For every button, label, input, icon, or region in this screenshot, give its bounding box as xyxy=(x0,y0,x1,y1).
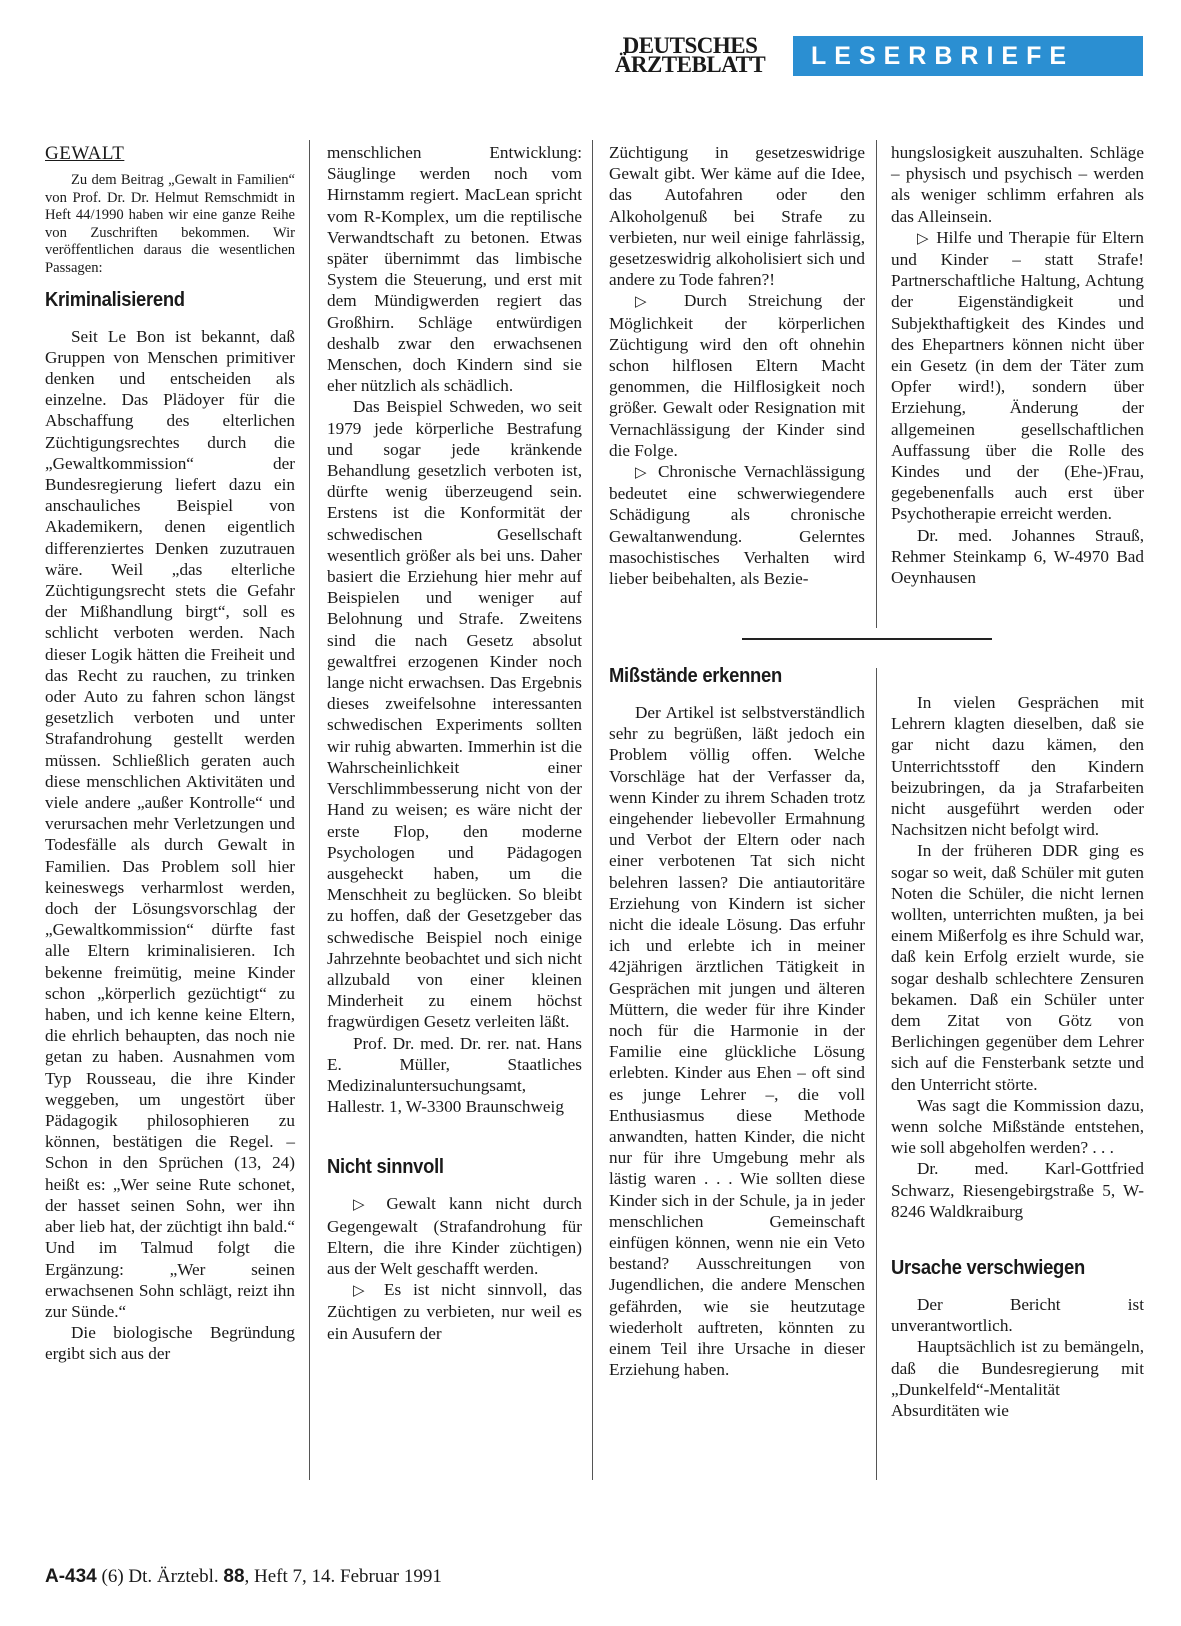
column-divider xyxy=(876,140,877,628)
letter-heading: Mißstände erkennen xyxy=(609,665,782,687)
section-separator xyxy=(742,638,992,640)
paragraph: Chronische Vernachlässigung bedeutet eine schwerwiegendere Schädigung als chronische Gewaltanwendung. Gelerntes masochistisches Verhalten wird lieber beibehalten, als Bezie- xyxy=(609,462,865,589)
section-rubric: LESERBRIEFE xyxy=(793,36,1143,76)
letter-heading: Ursache verschwiegen xyxy=(891,1257,1085,1280)
page-number: A-434 xyxy=(45,1566,97,1587)
triangle-right-icon: ▷ xyxy=(635,292,664,311)
column-3-lower xyxy=(609,665,865,1381)
column-2 xyxy=(327,142,582,1344)
column-divider xyxy=(876,668,877,1480)
column-4 xyxy=(891,142,1144,588)
triangle-right-icon: ▷ xyxy=(635,463,651,482)
footer-citation: (6) Dt. Ärztebl. xyxy=(101,1566,219,1587)
triangle-right-icon: ▷ xyxy=(917,228,931,247)
paragraph: hungslosigkeit auszuhalten. Schläge – physisch und psychisch – werden als weniger schlimm erfahren als das Alleinsein. xyxy=(891,143,1144,226)
volume-number: 88 xyxy=(223,1566,245,1587)
editorial-intro xyxy=(45,172,295,278)
paragraph: menschlichen Entwicklung: Säuglinge werden noch vom Hirnstamm regiert. MacLean spricht vom R-Komplex, um die reptilische Verwandtschaft zu betonen. Etwas später übernimmt das limbische System die Steuerung, und erst mit dem Mündigwerden regiert das Großhirn. Schläge entwürdigen deshalb zwar den erwachsenen Menschen, doch Kindern sind sie eher nützlich als schädlich. xyxy=(327,143,582,396)
paragraph: In der früheren DDR ging es sogar so weit, daß Schüler mit guten Noten die Schüler, die nicht lernen wollten, unterrichten mußten, ja bei einem Mißerfolg es ihre Schuld war, daß kein Erfolg erzielt wurde, sie sogar deshalb schlechtere Zensuren bekamen. Daß ein Schüler unter dem Zitat von Götz von Berlichingen gegenüber dem Lehrer sich auf die Fensterbank setzte und den Unterricht störte. xyxy=(891,841,1144,1094)
paragraph: Züchtigung in gesetzeswidrige Gewalt gibt. Wer käme auf die Idee, das Autofahren oder den Alkoholgenuß bei Strafe zu verbieten, nur weil einige fahrlässig, gesetzeswidrig alkoholisiert sich und andere zu Tode fahren?! xyxy=(609,143,865,290)
intro-text: Zu dem Beitrag „Gewalt in Familien“ von Prof. Dr. Dr. Helmut Remschmidt in Heft 44/1990 haben wir eine ganze Reihe von Zuschriften bekommen. Wir veröffentlichen daraus die wesentlichen Passagen: xyxy=(45,172,295,276)
signature: Dr. med. Karl-Gottfried Schwarz, Riesengebirgstraße 5, W-8246 Waldkraiburg xyxy=(891,1159,1144,1221)
triangle-right-icon: ▷ xyxy=(353,1195,374,1214)
letter-heading: Nicht sinnvoll xyxy=(327,1156,444,1179)
paragraph: Seit Le Bon ist bekannt, daß Gruppen von Menschen primitiver denken und entscheiden als einzelne. Das Plädoyer für die Abschaffung des elterlichen Züchtigungsrechtes durch die „Gewaltkommission“ der Bundesregierung liefert dazu ein anschauliches Beispiel von Akademikern, denen eigentlich differenziertes Denken zuzutrauen wäre. Weil „das elterliche Züchtigungsrecht stets die Gefahr der Mißhandlung birgt“, soll es schlicht verboten werden. Nach dieser Logik hätten die Freiheit und das Recht zu rauchen, zu trinken oder Auto zu fahren schon längst gesetzlich verboten und unter Strafandrohung gestellt werden müssen. Schließlich geraten auch diese menschlichen Aktivitäten und viele andere „außer Kontrolle“ und verursachen mehr Verletzungen und Todesfälle als durch Gewalt in Familien. Das Problem soll hier keineswegs verharmlost werden, doch der Lösungsvorschlag der „Gewaltkommission“ dürfte fast alle Eltern kriminalisieren. Ich bekenne freimütig, meine Kinder schon „körperlich gezüchtigt“ zu haben, und ich kenne keine Eltern, die ehrlich behaupten, das noch nie getan zu haben. Ausnahmen vom Typ Rousseau, die ihre Kinder weggeben, um ungestört über Pädagogik philosophieren zu können, bestätigen die Regel. – Schon in den Sprüchen (13, 24) heißt es: „Wer seine Rute schonet, der hasset seinen Sohn, wer ihn aber lieb hat, der züchtigt ihn bald.“ Und im Talmud folgt die Ergänzung: „Wer seinen erwachsenen Sohn schlägt, reizt ihn zur Sünde.“ xyxy=(45,326,295,1321)
paragraph: Hilfe und Therapie für Eltern und Kinder – statt Strafe! Partnerschaftliche Haltung, Achtung der Eigenständigkeit und Subjekthaftigkeit des Kindes und des Ehepartners können nicht über ein Gesetz (in dem der Täter zum Opfer wird!), sondern über Erziehung, Änderung der allgemeinen gesellschaftlichen Auffassung über die Rolle des Kindes und der (Ehe-)Frau, gegebenenfalls auch erst über Psychotherapie erreicht werden. xyxy=(891,227,1144,524)
triangle-right-icon: ▷ xyxy=(353,1281,373,1300)
masthead-logo xyxy=(605,33,775,77)
paragraph: Was sagt die Kommission dazu, wenn solche Mißstände entstehen, wie soll abgeholfen werden? . . . xyxy=(891,1095,1144,1158)
paragraph: Gewalt kann nicht durch Gegengewalt (Strafandrohung für Eltern, die ihre Kinder züchtigen) aus der Welt geschafft werden. xyxy=(327,1194,582,1278)
footer-issue: , Heft 7, 14. Februar 1991 xyxy=(244,1566,442,1587)
column-3 xyxy=(609,142,865,589)
signature: Dr. med. Johannes Strauß, Rehmer Steinkamp 6, W-4970 Bad Oeynhausen xyxy=(891,525,1144,588)
paragraph: Es ist nicht sinnvoll, das Züchtigen zu verbieten, nur weil es ein Ausufern der xyxy=(327,1280,583,1343)
masthead-line1: DEUTSCHES xyxy=(622,33,758,58)
letter-heading: Kriminalisierend xyxy=(45,288,185,311)
page-footer xyxy=(45,1566,442,1588)
column-4-lower xyxy=(891,692,1144,1421)
column-1 xyxy=(45,142,295,1365)
paragraph: Der Bericht ist unverantwortlich. xyxy=(891,1295,1144,1336)
paragraph: Der Artikel ist selbstverständlich sehr zu begrüßen, läßt jedoch ein Problem völlig offen. Welche Vorschläge hat der Verfasser da, wenn Kinder zu ihrem Schaden trotz eingehender liebevoller Ermahnung und Verbot der Eltern oder nach einer verbotenen Tat sich nicht belehren lassen? Die antiautoritäre Erziehung von Kindern ist sicher nicht die ideale Lösung. Das erfuhr ich und erlebte ich in meiner 42jährigen ärztlichen Tätigkeit in Gesprächen mit jungen und älteren Müttern, die weder für ihre Kinder noch für die Harmonie in der Familie eine glückliche Lösung erlebten. Kinder aus Ehen – oft sind es junge Lehrer –, die voll Enthusiasmus diese Methode anwandten, hatten Kinder, die nicht nur für ihre Umgebung mehr als lästig waren . . . Wie sollten diese Kinder sich in der Schule, ja in jeder menschlichen Gemeinschaft einfügen können, wenn nie ein Veto bestand? Ausschreitungen von Jugendlichen, die andere Menschen gefährden, wie sie heutzutage wiederholt auftreten, könnten zu einem Teil ihre Ursache in dieser Erziehung haben. xyxy=(609,703,865,1380)
column-divider xyxy=(309,140,310,1480)
column-divider xyxy=(592,140,593,1480)
paragraph: In vielen Gesprächen mit Lehrern klagten dieselben, daß sie gar nicht dazu kämen, den Unterrichtsstoff den Kindern beizubringen, da ja Strafarbeiten nicht ausgeführt werden oder Nachsitzen nicht befolgt wird. xyxy=(891,693,1144,840)
paragraph: Das Beispiel Schweden, wo seit 1979 jede körperliche Bestrafung und sogar jede kränkende Behandlung gesetzlich verboten ist, dürfte wenig überzeugend sein. Erstens ist die Konformität der schwedischen Gesellschaft wesentlich größer als bei uns. Daher basiert die Erziehung hier mehr auf Beispielen und weniger auf Belohnung und Strafe. Zweitens sind die nach Gesetz absolut gewaltfrei erzogenen Kinder noch lange nicht erwachsen. Das Ergebnis dieses zweifelsohne interessanten schwedischen Experiments sollten wir ruhig abwarten. Immerhin ist die Wahrscheinlichkeit einer Verschlimmbesserung nicht von der Hand zu weisen; es wäre nicht der erste Flop, den moderne Psychologen und Pädagogen ausgeheckt haben, um die Menschheit zu beglücken. So bleibt zu hoffen, daß der Gesetzgeber das schwedische Beispiel noch einige Jahrzehnte beobachtet und sich nicht allzubald von einer kleinen Minderheit zu einem höchst fragwürdigen Gesetz verleiten läßt. xyxy=(327,397,582,1032)
section-kicker: GEWALT xyxy=(45,143,125,164)
paragraph: Durch Streichung der Möglichkeit der körperlichen Züchtigung wird den oft ohnehin schon hilflosen Eltern Macht genommen, die Hilflosigkeit noch größer. Gewalt oder Resignation mit Vernachlässigung der Kinder sind die Folge. xyxy=(609,291,865,460)
paragraph: Hauptsächlich ist zu bemängeln, daß die Bundesregierung mit „Dunkelfeld“-Mentalität Absurditäten wie xyxy=(891,1337,1144,1421)
signature: Prof. Dr. med. Dr. rer. nat. Hans E. Müller, Staatliches Medizinaluntersuchungsamt, Hallestr. 1, W-3300 Braunschweig xyxy=(327,1033,582,1117)
masthead-line2: ÄRZTEBLATT xyxy=(614,52,766,77)
paragraph: Die biologische Begründung ergibt sich aus der xyxy=(45,1323,295,1364)
